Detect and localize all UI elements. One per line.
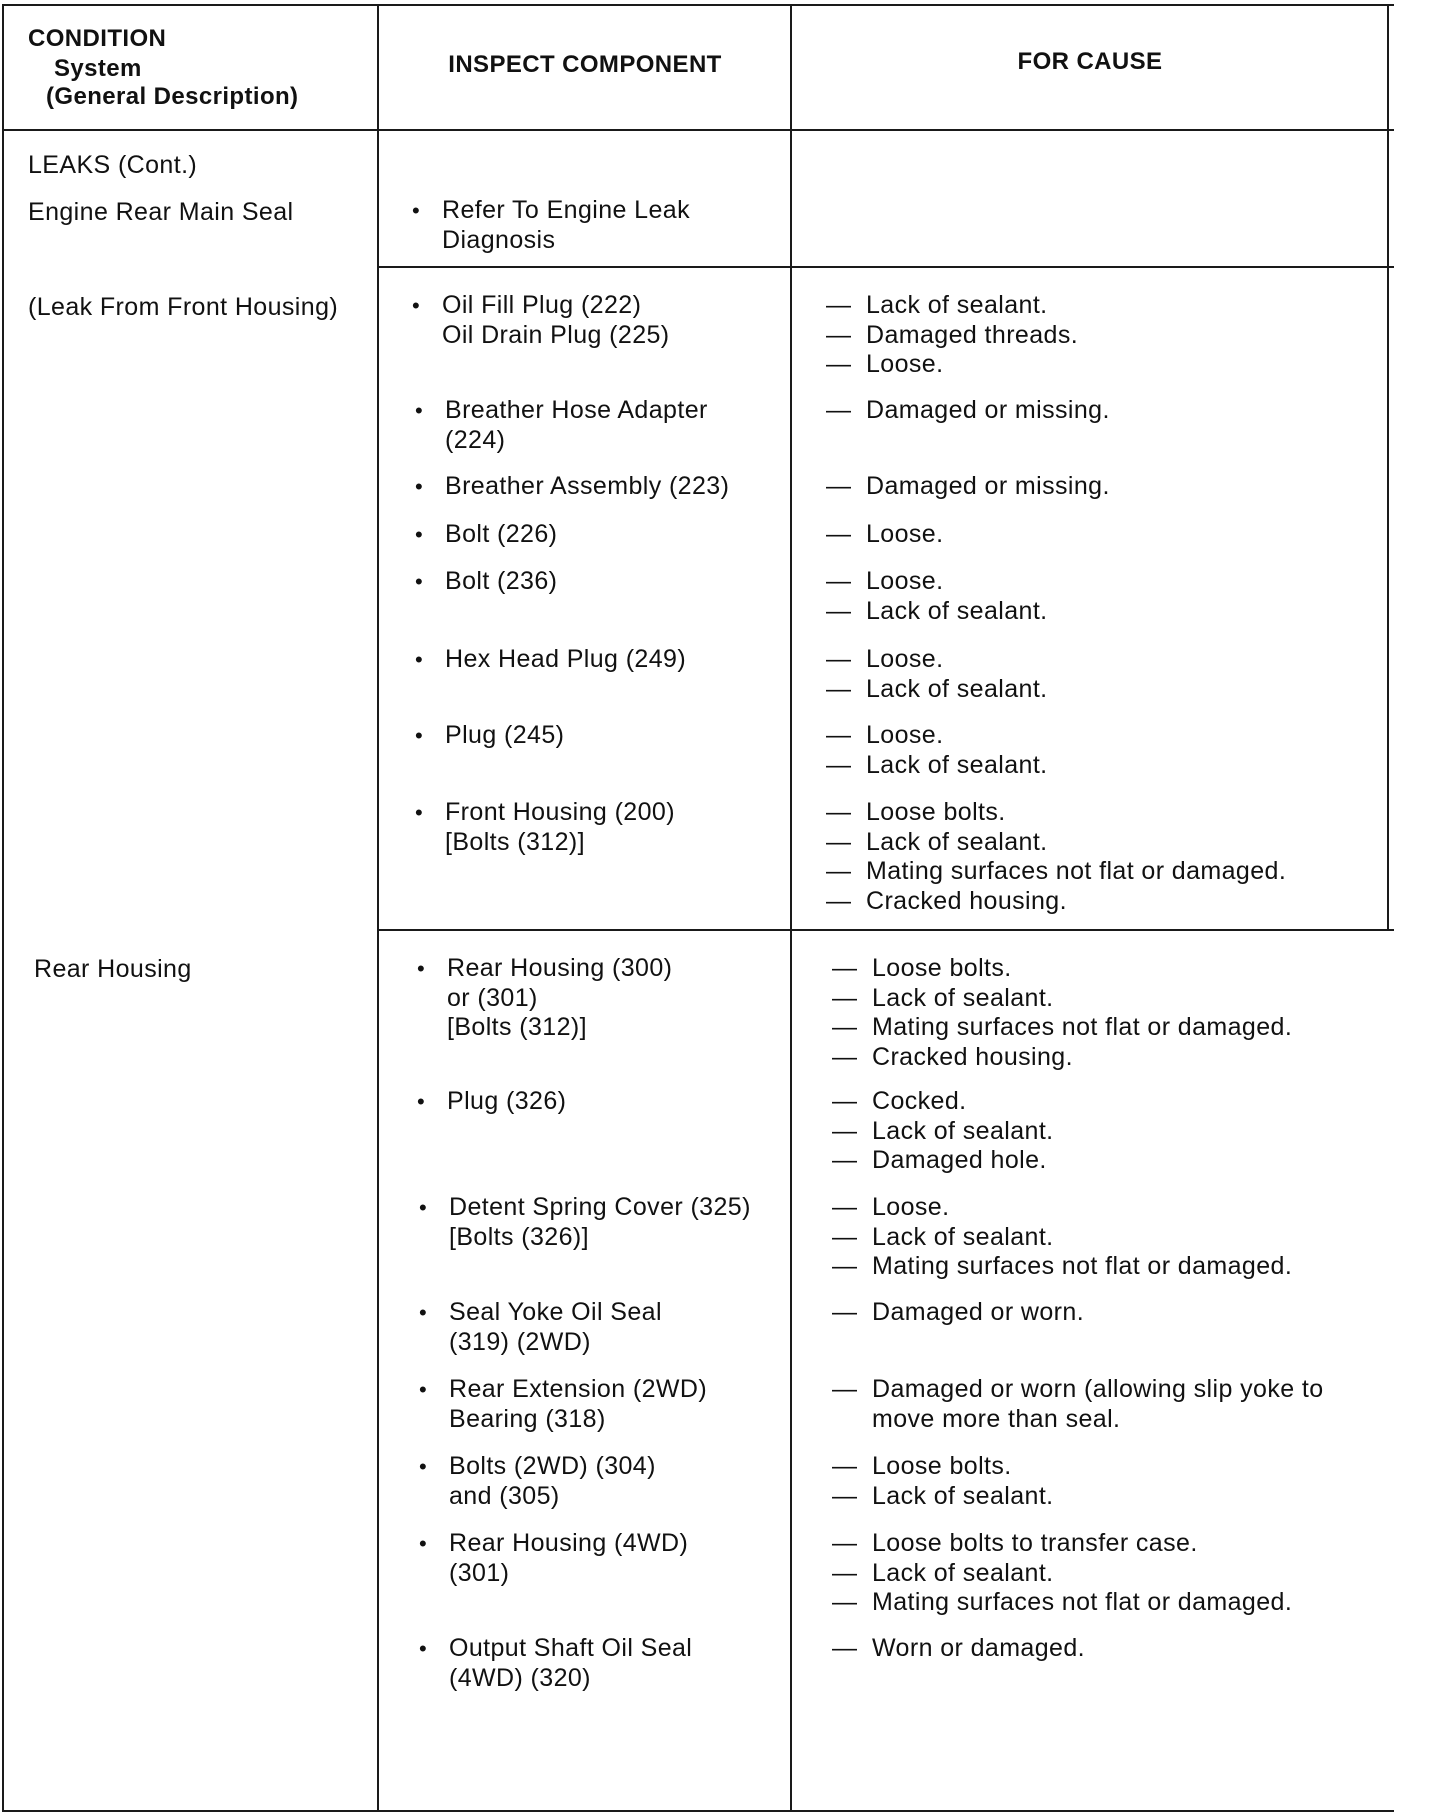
dash-icon: — — [832, 1375, 858, 1403]
cause-text: Loose. — [872, 1193, 950, 1221]
component-label: Detent Spring Cover (325) [Bolts (326)] — [449, 1193, 751, 1251]
cause-text: Lack of sealant. — [866, 827, 1048, 856]
row-divider-2 — [378, 929, 1394, 931]
cause-text: Loose bolts. — [866, 798, 1006, 826]
component-label: Bolt (236) — [445, 567, 558, 595]
cause-text: Loose. — [866, 520, 944, 548]
dash-icon: — — [832, 1558, 858, 1587]
dash-icon: — — [832, 1222, 858, 1251]
component-label: Bolts (2WD) (304) and (305) — [449, 1452, 656, 1510]
bullet-icon: • — [415, 474, 423, 499]
bullet-icon: • — [419, 1377, 427, 1402]
dash-icon: — — [826, 857, 852, 885]
dash-icon: — — [832, 1481, 858, 1510]
header-condition-system: System — [54, 55, 142, 82]
component-label: Rear Housing (300) or (301) [Bolts (312)] — [447, 954, 673, 1041]
component-label: Rear Housing (4WD) (301) — [449, 1529, 689, 1587]
dash-icon: — — [826, 798, 852, 826]
cause-text: Loose. — [866, 350, 944, 378]
dash-icon: — — [826, 886, 852, 915]
bullet-icon: • — [419, 1454, 427, 1479]
cause-text: Lack of sealant. — [866, 596, 1048, 625]
header-condition-title: CONDITION — [28, 25, 167, 52]
cause-text: Damaged hole. — [872, 1146, 1047, 1174]
row-divider-1 — [378, 266, 1394, 268]
dash-icon: — — [832, 1588, 858, 1616]
bullet-icon: • — [415, 569, 423, 594]
dash-icon: — — [826, 472, 852, 500]
cause-text: Lack of sealant. — [872, 1116, 1054, 1145]
dash-icon: — — [826, 674, 852, 703]
bullet-icon: • — [417, 956, 425, 981]
dash-icon: — — [826, 645, 852, 673]
column-divider-2 — [790, 4, 792, 1812]
cause-text: Lack of sealant. — [872, 1558, 1054, 1587]
cause-text: Damaged or worn (allowing slip yoke to move more than seal. — [872, 1375, 1324, 1433]
header-for-cause: FOR CAUSE — [1017, 48, 1163, 75]
header-condition-description: (General Description) — [46, 83, 299, 110]
cause-text: Damaged threads. — [866, 320, 1079, 349]
component-label: Breather Hose Adapter (224) — [445, 396, 708, 454]
dash-icon: — — [826, 320, 852, 349]
bullet-icon: • — [419, 1195, 427, 1220]
table-left-border — [2, 4, 4, 1812]
cause-text: Loose. — [866, 721, 944, 749]
component-label: Plug (326) — [447, 1087, 567, 1115]
dash-icon: — — [826, 596, 852, 625]
condition-rear-housing: Rear Housing — [34, 955, 192, 983]
dash-icon: — — [832, 1087, 858, 1115]
bullet-icon: • — [419, 1531, 427, 1556]
dash-icon: — — [832, 1634, 858, 1662]
dash-icon: — — [826, 750, 852, 779]
dash-icon: — — [826, 291, 852, 319]
cause-text: Loose bolts. — [872, 1452, 1012, 1480]
table-bottom-border — [2, 1810, 1394, 1812]
bullet-icon: • — [415, 800, 423, 825]
component-label: Seal Yoke Oil Seal (319) (2WD) — [449, 1298, 662, 1356]
cause-text: Damaged or missing. — [866, 396, 1110, 424]
cause-text: Damaged or missing. — [866, 472, 1110, 500]
component-label: Rear Extension (2WD) Bearing (318) — [449, 1375, 708, 1433]
condition-engine-rear-main-seal: Engine Rear Main Seal — [28, 198, 294, 226]
bullet-icon: • — [415, 398, 423, 423]
cause-text: Lack of sealant. — [872, 1222, 1054, 1251]
cause-text: Mating surfaces not flat or damaged. — [866, 857, 1287, 885]
cause-text: Loose. — [866, 567, 944, 595]
dash-icon: — — [832, 954, 858, 982]
component-label: Breather Assembly (223) — [445, 472, 730, 500]
bullet-icon: • — [419, 1636, 427, 1661]
header-bottom-border — [2, 129, 1394, 131]
cause-text: Cracked housing. — [866, 886, 1067, 915]
bullet-icon: • — [415, 723, 423, 748]
bullet-icon: • — [415, 647, 423, 672]
dash-icon: — — [832, 983, 858, 1012]
component-label: Front Housing (200) [Bolts (312)] — [445, 798, 675, 856]
dash-icon: — — [826, 827, 852, 856]
cause-text: Mating surfaces not flat or damaged. — [872, 1588, 1293, 1616]
component-label: Refer To Engine Leak Diagnosis — [442, 196, 690, 254]
bullet-icon: • — [412, 198, 420, 223]
bullet-icon: • — [419, 1300, 427, 1325]
dash-icon: — — [832, 1042, 858, 1071]
cause-text: Lack of sealant. — [866, 750, 1048, 779]
component-label: Oil Fill Plug (222) Oil Drain Plug (225) — [442, 291, 670, 349]
dash-icon: — — [826, 396, 852, 424]
bullet-icon: • — [412, 293, 420, 318]
cause-text: Cracked housing. — [872, 1042, 1073, 1071]
cause-text: Loose. — [866, 645, 944, 673]
dash-icon: — — [826, 350, 852, 378]
bullet-icon: • — [417, 1089, 425, 1114]
dash-icon: — — [832, 1452, 858, 1480]
cause-text: Lack of sealant. — [872, 1481, 1054, 1510]
dash-icon: — — [832, 1529, 858, 1557]
dash-icon: — — [826, 721, 852, 749]
dash-icon: — — [832, 1146, 858, 1174]
cause-text: Lack of sealant. — [872, 983, 1054, 1012]
condition-leak-front-housing: (Leak From Front Housing) — [28, 293, 339, 321]
condition-leaks: LEAKS (Cont.) — [28, 151, 198, 179]
dash-icon: — — [832, 1298, 858, 1326]
dash-icon: — — [832, 1116, 858, 1145]
component-label: Bolt (226) — [445, 520, 558, 548]
cause-text: Lack of sealant. — [866, 291, 1048, 319]
component-label: Output Shaft Oil Seal (4WD) (320) — [449, 1634, 693, 1692]
bullet-icon: • — [415, 522, 423, 547]
cause-text: Loose bolts to transfer case. — [872, 1529, 1198, 1557]
cause-text: Loose bolts. — [872, 954, 1012, 982]
table-top-border — [2, 4, 1394, 6]
component-label: Plug (245) — [445, 721, 565, 749]
dash-icon: — — [826, 520, 852, 548]
cause-text: Worn or damaged. — [872, 1634, 1085, 1662]
table-right-border — [1387, 4, 1389, 930]
dash-icon: — — [826, 567, 852, 595]
cause-text: Lack of sealant. — [866, 674, 1048, 703]
dash-icon: — — [832, 1252, 858, 1280]
cause-text: Mating surfaces not flat or damaged. — [872, 1252, 1293, 1280]
dash-icon: — — [832, 1193, 858, 1221]
cause-text: Cocked. — [872, 1087, 967, 1115]
dash-icon: — — [832, 1013, 858, 1041]
column-divider-1 — [377, 4, 379, 1812]
cause-text: Mating surfaces not flat or damaged. — [872, 1013, 1293, 1041]
cause-text: Damaged or worn. — [872, 1298, 1085, 1326]
component-label: Hex Head Plug (249) — [445, 645, 687, 673]
header-inspect-component: INSPECT COMPONENT — [448, 51, 722, 78]
